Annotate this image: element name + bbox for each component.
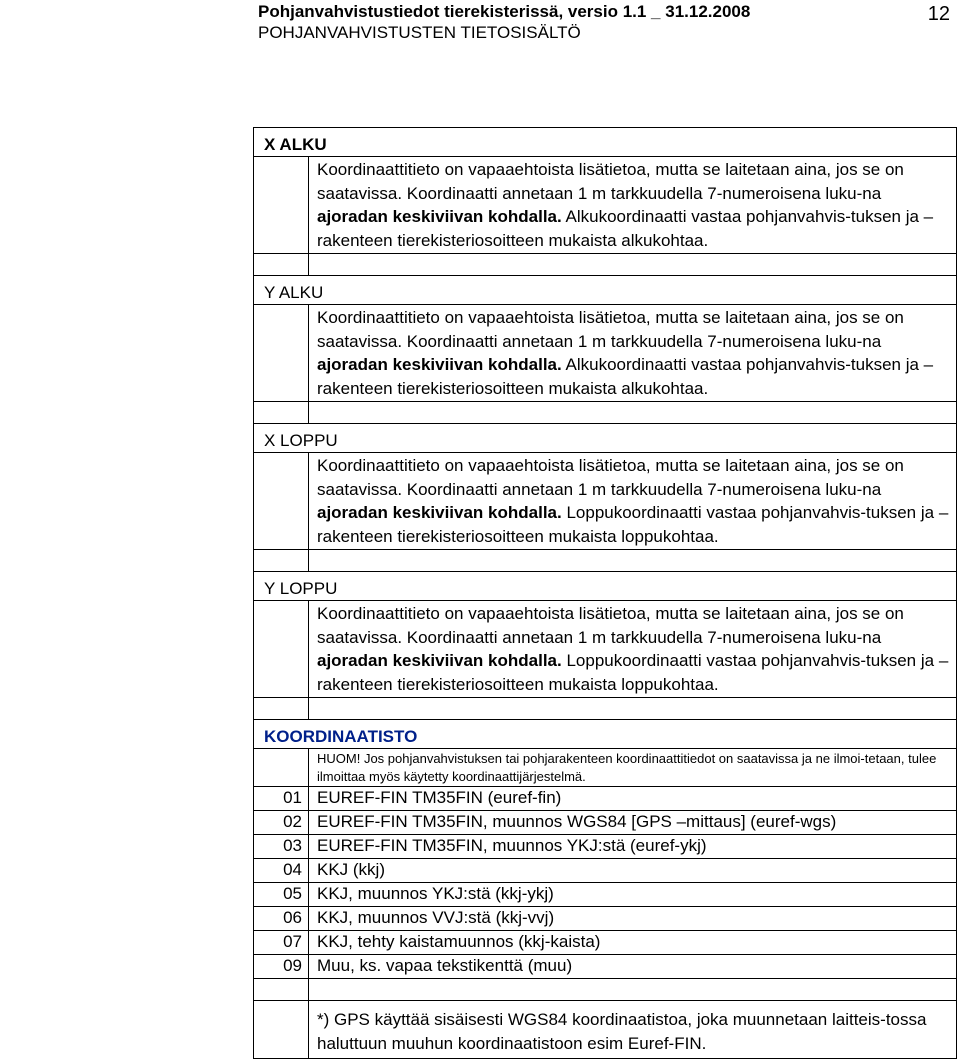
code-row	[254, 931, 957, 955]
desc-bold-text: ajoradan keskiviivan kohdalla.	[317, 355, 562, 374]
code-label: EUREF-FIN TM35FIN (euref-fin)	[309, 787, 957, 811]
code-label: EUREF-FIN TM35FIN, muunnos WGS84 [GPS –mittaus] (euref-wgs)	[309, 811, 957, 835]
code-label: EUREF-FIN TM35FIN, muunnos YKJ:stä (euref-ykj)	[309, 835, 957, 859]
code-row	[254, 811, 957, 835]
coordinate-note: HUOM! Jos pohjanvahvistuksen tai pohjarakenteen koordinaattitiedot on saatavissa ja ne ilmoi-tetaan, tulee ilmoittaa myös käytetty koordinaattijärjestelmä.	[309, 749, 957, 787]
code-label: KKJ, muunnos YKJ:stä (kkj-ykj)	[309, 883, 957, 907]
section-title-y-loppu: Y LOPPU	[254, 572, 957, 601]
code-value: 09	[254, 955, 309, 979]
desc-text: Loppukoordinaatti vastaa pohjanvahvis-tuksen ja –rakenteen tierekisteriosoitteen mukaista loppukohtaa.	[317, 503, 949, 546]
code-row	[254, 955, 957, 979]
code-value: 01	[254, 787, 309, 811]
code-value: 03	[254, 835, 309, 859]
empty-cell	[254, 698, 309, 720]
indent-cell	[254, 453, 309, 550]
empty-cell	[254, 979, 309, 1001]
empty-cell	[309, 550, 957, 572]
desc-text: Koordinaattitieto on vapaaehtoista lisätietoa, mutta se laitetaan aina, jos se on saatavissa. Koordinaatti annetaan 1 m tarkkuudella 7-numeroisena luku-na	[317, 160, 904, 203]
section-description	[309, 601, 957, 698]
empty-cell	[309, 402, 957, 424]
code-value: 04	[254, 859, 309, 883]
empty-cell	[309, 979, 957, 1001]
desc-text: Alkukoordinaatti vastaa pohjanvahvis-tuksen ja –rakenteen tierekisteriosoitteen mukaista alkukohtaa.	[317, 207, 934, 250]
empty-cell	[254, 402, 309, 424]
document-title: Pohjanvahvistustiedot tierekisterissä, versio 1.1 _ 31.12.2008	[258, 2, 751, 21]
desc-bold-text: ajoradan keskiviivan kohdalla.	[317, 651, 562, 670]
indent-cell	[254, 157, 309, 254]
empty-cell	[309, 698, 957, 720]
section-description	[309, 157, 957, 254]
section-title-koordinaatisto: KOORDINAATISTO	[254, 720, 957, 749]
desc-text: Koordinaattitieto on vapaaehtoista lisätietoa, mutta se laitetaan aina, jos se on saatavissa. Koordinaatti annetaan 1 m tarkkuudella 7-numeroisena luku-na	[317, 308, 904, 351]
code-row	[254, 859, 957, 883]
code-value: 07	[254, 931, 309, 955]
code-row	[254, 883, 957, 907]
desc-text: Koordinaattitieto on vapaaehtoista lisätietoa, mutta se laitetaan aina, jos se on saatavissa. Koordinaatti annetaan 1 m tarkkuudella 7-numeroisena luku-na	[317, 456, 904, 499]
section-title-y-alku: Y ALKU	[254, 276, 957, 305]
code-label: Muu, ks. vapaa tekstikenttä (muu)	[309, 955, 957, 979]
code-value: 06	[254, 907, 309, 931]
code-row	[254, 787, 957, 811]
code-row	[254, 835, 957, 859]
code-value: 05	[254, 883, 309, 907]
section-title-x-alku: X ALKU	[254, 128, 957, 157]
indent-cell	[254, 1001, 309, 1059]
desc-text: Alkukoordinaatti vastaa pohjanvahvis-tuksen ja –rakenteen tierekisteriosoitteen mukaista alkukohtaa.	[317, 355, 934, 398]
code-row	[254, 907, 957, 931]
empty-cell	[254, 550, 309, 572]
section-description	[309, 453, 957, 550]
desc-bold-text: ajoradan keskiviivan kohdalla.	[317, 503, 562, 522]
document-subtitle: POHJANVAHVISTUSTEN TIETOSISÄLTÖ	[258, 23, 581, 42]
code-label: KKJ, muunnos VVJ:stä (kkj-vvj)	[309, 907, 957, 931]
code-label: KKJ, tehty kaistamuunnos (kkj-kaista)	[309, 931, 957, 955]
desc-text: Loppukoordinaatti vastaa pohjanvahvis-tuksen ja –rakenteen tierekisteriosoitteen mukaista loppukohtaa.	[317, 651, 949, 694]
code-label: KKJ (kkj)	[309, 859, 957, 883]
page-number: 12	[927, 3, 950, 25]
empty-cell	[254, 254, 309, 276]
field-definition-table	[253, 127, 957, 1059]
indent-cell	[254, 601, 309, 698]
empty-cell	[309, 254, 957, 276]
gps-footnote: *) GPS käyttää sisäisesti WGS84 koordinaatistoa, joka muunnetaan laitteis-tossa haluttuun muuhun koordinaatistoon esim Euref-FIN.	[309, 1001, 957, 1059]
section-description	[309, 305, 957, 402]
desc-bold-text: ajoradan keskiviivan kohdalla.	[317, 207, 562, 226]
indent-cell	[254, 749, 309, 787]
indent-cell	[254, 305, 309, 402]
code-value: 02	[254, 811, 309, 835]
desc-text: Koordinaattitieto on vapaaehtoista lisätietoa, mutta se laitetaan aina, jos se on saatavissa. Koordinaatti annetaan 1 m tarkkuudella 7-numeroisena luku-na	[317, 604, 904, 647]
section-title-x-loppu: X LOPPU	[254, 424, 957, 453]
